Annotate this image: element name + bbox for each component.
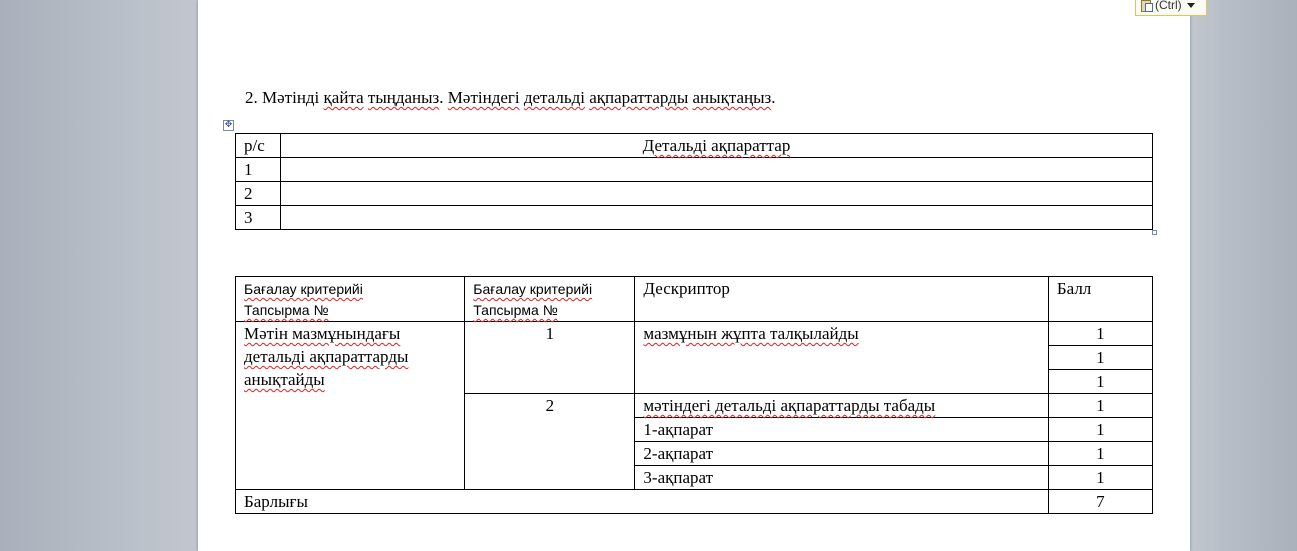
- header-line: Тапсырма №: [473, 302, 558, 318]
- table-cell[interactable]: 3-ақпарат: [635, 466, 1048, 490]
- table-cell[interactable]: 1: [1048, 466, 1152, 490]
- table-header-cell[interactable]: [281, 134, 1153, 158]
- table-cell[interactable]: 1: [465, 322, 635, 394]
- instruction-word: Мәтінді: [257, 88, 324, 107]
- descriptor-text: мәтіндегі детальді ақпараттарды табады: [643, 396, 936, 415]
- paste-options-label: (Ctrl): [1155, 0, 1182, 12]
- table-header-cell[interactable]: [465, 277, 635, 322]
- table-row: [236, 277, 1153, 322]
- instruction-word: Мәтіндегі: [447, 88, 520, 107]
- table-row: [236, 134, 1153, 158]
- table-cell[interactable]: 2: [465, 394, 635, 490]
- table-move-handle-icon[interactable]: ✥: [224, 120, 233, 130]
- table-row: [236, 182, 1153, 206]
- table-row: [236, 158, 1153, 182]
- instruction-number: 2.: [245, 88, 258, 107]
- criteria-text: Мәтін мазмұнындағы детальді ақпараттарды анықтайды: [244, 324, 409, 389]
- table-cell[interactable]: [236, 322, 465, 490]
- table-cell[interactable]: [635, 322, 1048, 394]
- table-header-cell[interactable]: [236, 277, 465, 322]
- table-header-cell[interactable]: Балл: [1048, 277, 1152, 322]
- table-cell[interactable]: 1-ақпарат: [635, 418, 1048, 442]
- table-cell[interactable]: 1: [1048, 370, 1152, 394]
- instruction-word: тыңданыз: [367, 88, 440, 107]
- instruction-word: ақпараттарды: [589, 88, 689, 107]
- details-table: [235, 133, 1153, 230]
- table-cell[interactable]: 3: [236, 206, 281, 230]
- descriptor-text: мазмұнын жұпта талқылайды: [643, 324, 859, 343]
- table-cell[interactable]: 2-ақпарат: [635, 442, 1048, 466]
- table-resize-handle[interactable]: [1152, 230, 1157, 235]
- table-cell[interactable]: [281, 182, 1153, 206]
- total-label-cell[interactable]: Барлығы: [236, 490, 1049, 514]
- table-header-text: Детальді ақпараттар: [642, 136, 791, 155]
- header-line: Тапсырма №: [244, 302, 329, 318]
- instruction-word: .: [439, 88, 448, 107]
- table-cell[interactable]: 1: [236, 158, 281, 182]
- clipboard-icon: [1140, 0, 1152, 11]
- instruction-word: .: [771, 88, 776, 107]
- table-cell[interactable]: 1: [1048, 322, 1152, 346]
- header-line: Бағалау критерийі: [244, 281, 363, 297]
- table-cell[interactable]: [281, 206, 1153, 230]
- total-value-cell[interactable]: 7: [1048, 490, 1152, 514]
- instruction-word: анықтаңыз: [692, 88, 772, 107]
- table-cell[interactable]: 1: [1048, 394, 1152, 418]
- instruction-word: қайта: [323, 88, 364, 107]
- table-row: [236, 206, 1153, 230]
- paste-options-button[interactable]: [1135, 0, 1207, 16]
- table-cell[interactable]: [281, 158, 1153, 182]
- header-line: Бағалау критерийі: [473, 281, 593, 297]
- table-cell[interactable]: [635, 394, 1048, 418]
- assessment-table: [235, 276, 1153, 514]
- instruction-word: детальді: [523, 88, 585, 107]
- chevron-down-icon: [1187, 3, 1195, 8]
- table-header-cell[interactable]: р/с: [236, 134, 281, 158]
- table-cell[interactable]: 1: [1048, 346, 1152, 370]
- table-header-cell[interactable]: Дескриптор: [635, 277, 1048, 322]
- table-cell[interactable]: 1: [1048, 418, 1152, 442]
- table-cell[interactable]: 1: [1048, 442, 1152, 466]
- table-row: [236, 322, 1153, 346]
- table-row: [236, 490, 1153, 514]
- table-cell[interactable]: 2: [236, 182, 281, 206]
- task-instruction: [245, 88, 776, 108]
